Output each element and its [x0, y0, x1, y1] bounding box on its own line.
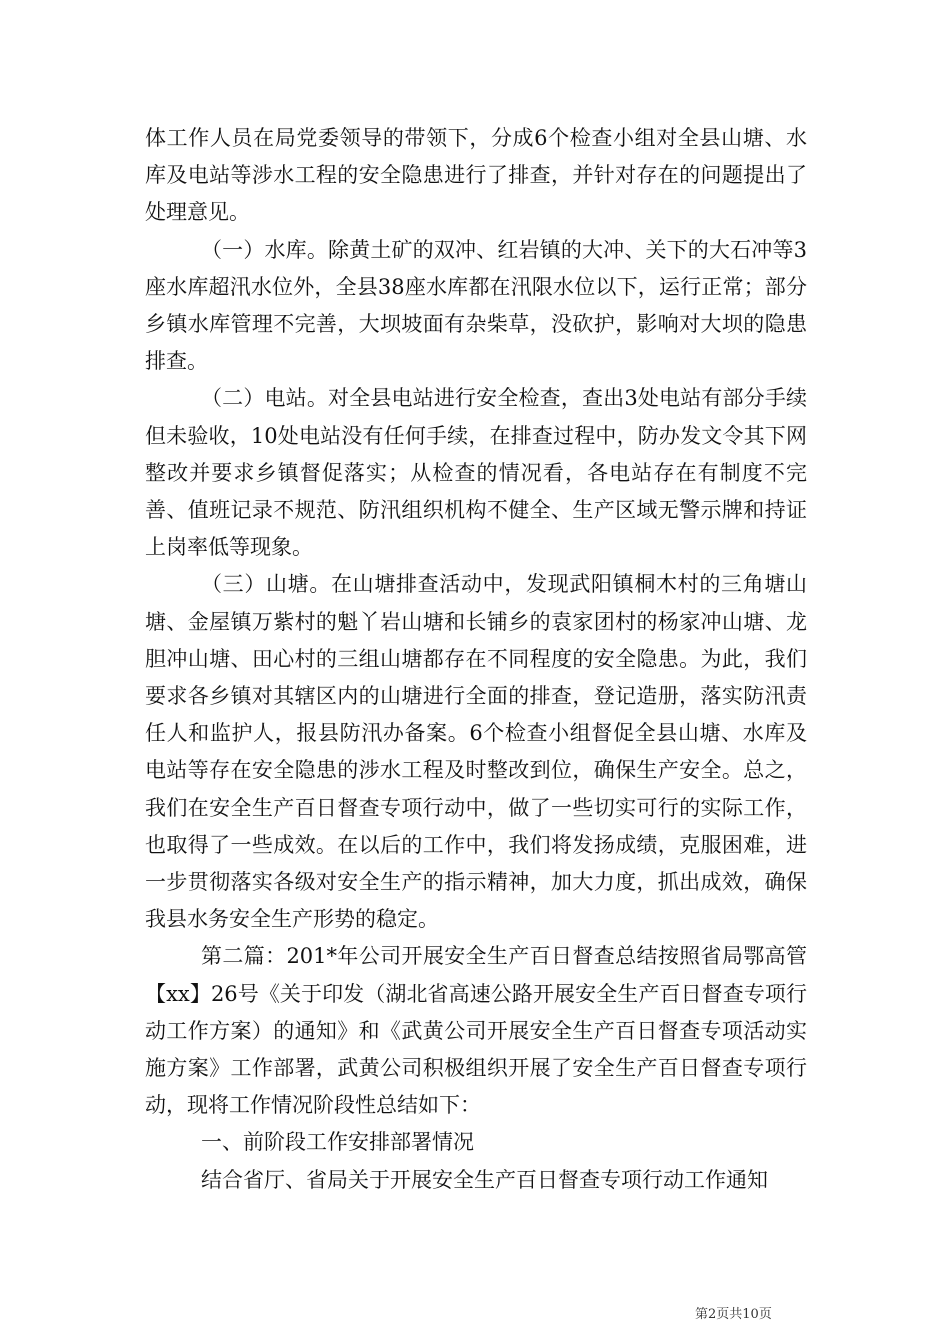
paragraph-part-two: 第二篇：201*年公司开展安全生产百日督查总结按照省局鄂高管【xx】26号《关于印发（湖北省高速公路开展安全生产百日督查专项行动工作方案）的通知》和《武黄公司开展安全生产百日督查专项活动实施方案》工作部署，武黄公司积极组织开展了安全生产百日督查专项行动，现将工作情况阶段性总结如下：	[145, 944, 807, 1118]
page-number: 第2页共10页	[695, 1307, 772, 1322]
paragraph-continuation: 体工作人员在局党委领导的带领下，分成6个检查小组对全县山塘、水库及电站等涉水工程的安全隐患进行了排查，并针对存在的问题提出了处理意见。	[145, 126, 807, 225]
paragraph-last: 结合省厅、省局关于开展安全生产百日督查专项行动工作通知	[201, 1167, 768, 1192]
paragraph-ponds: （三）山塘。在山塘排查活动中，发现武阳镇桐木村的三角塘山塘、金屋镇万紫村的魁丫岩山塘和长铺乡的袁家团村的杨家冲山塘、龙胆冲山塘、田心村的三组山塘都存在不同程度的安全隐患。为此，我们要求各乡镇对其辖区内的山塘进行全面的排查，登记造册，落实防汛责任人和监护人，报县防汛办备案。6个检查小组督促全县山塘、水库及电站等存在安全隐患的涉水工程及时整改到位，确保生产安全。总之，我们在安全生产百日督查专项行动中，做了一些切实可行的实际工作，也取得了一些成效。在以后的工作中，我们将发扬成绩，克服困难，进一步贯彻落实各级对安全生产的指示精神，加大力度，抓出成效，确保我县水务安全生产形势的稳定。	[145, 572, 807, 932]
paragraph-power-station: （二）电站。对全县电站进行安全检查，查出3处电站有部分手续但未验收，10处电站没有任何手续，在排查过程中，防办发文令其下网整改并要求乡镇督促落实；从检查的情况看，各电站存在有制度不完善、值班记录不规范、防汛组织机构不健全、生产区域无警示牌和持证上岗率低等现象。	[145, 386, 807, 560]
section-heading: 一、前阶段工作安排部署情况	[201, 1130, 474, 1155]
body-text	[145, 120, 807, 1199]
paragraph-reservoir: （一）水库。除黄土矿的双冲、红岩镇的大冲、关下的大石冲等3座水库超汛水位外，全县38座水库都在汛限水位以下，运行正常；部分乡镇水库管理不完善，大坝坡面有杂柴草，没砍护，影响对大坝的隐患排查。	[145, 237, 807, 374]
